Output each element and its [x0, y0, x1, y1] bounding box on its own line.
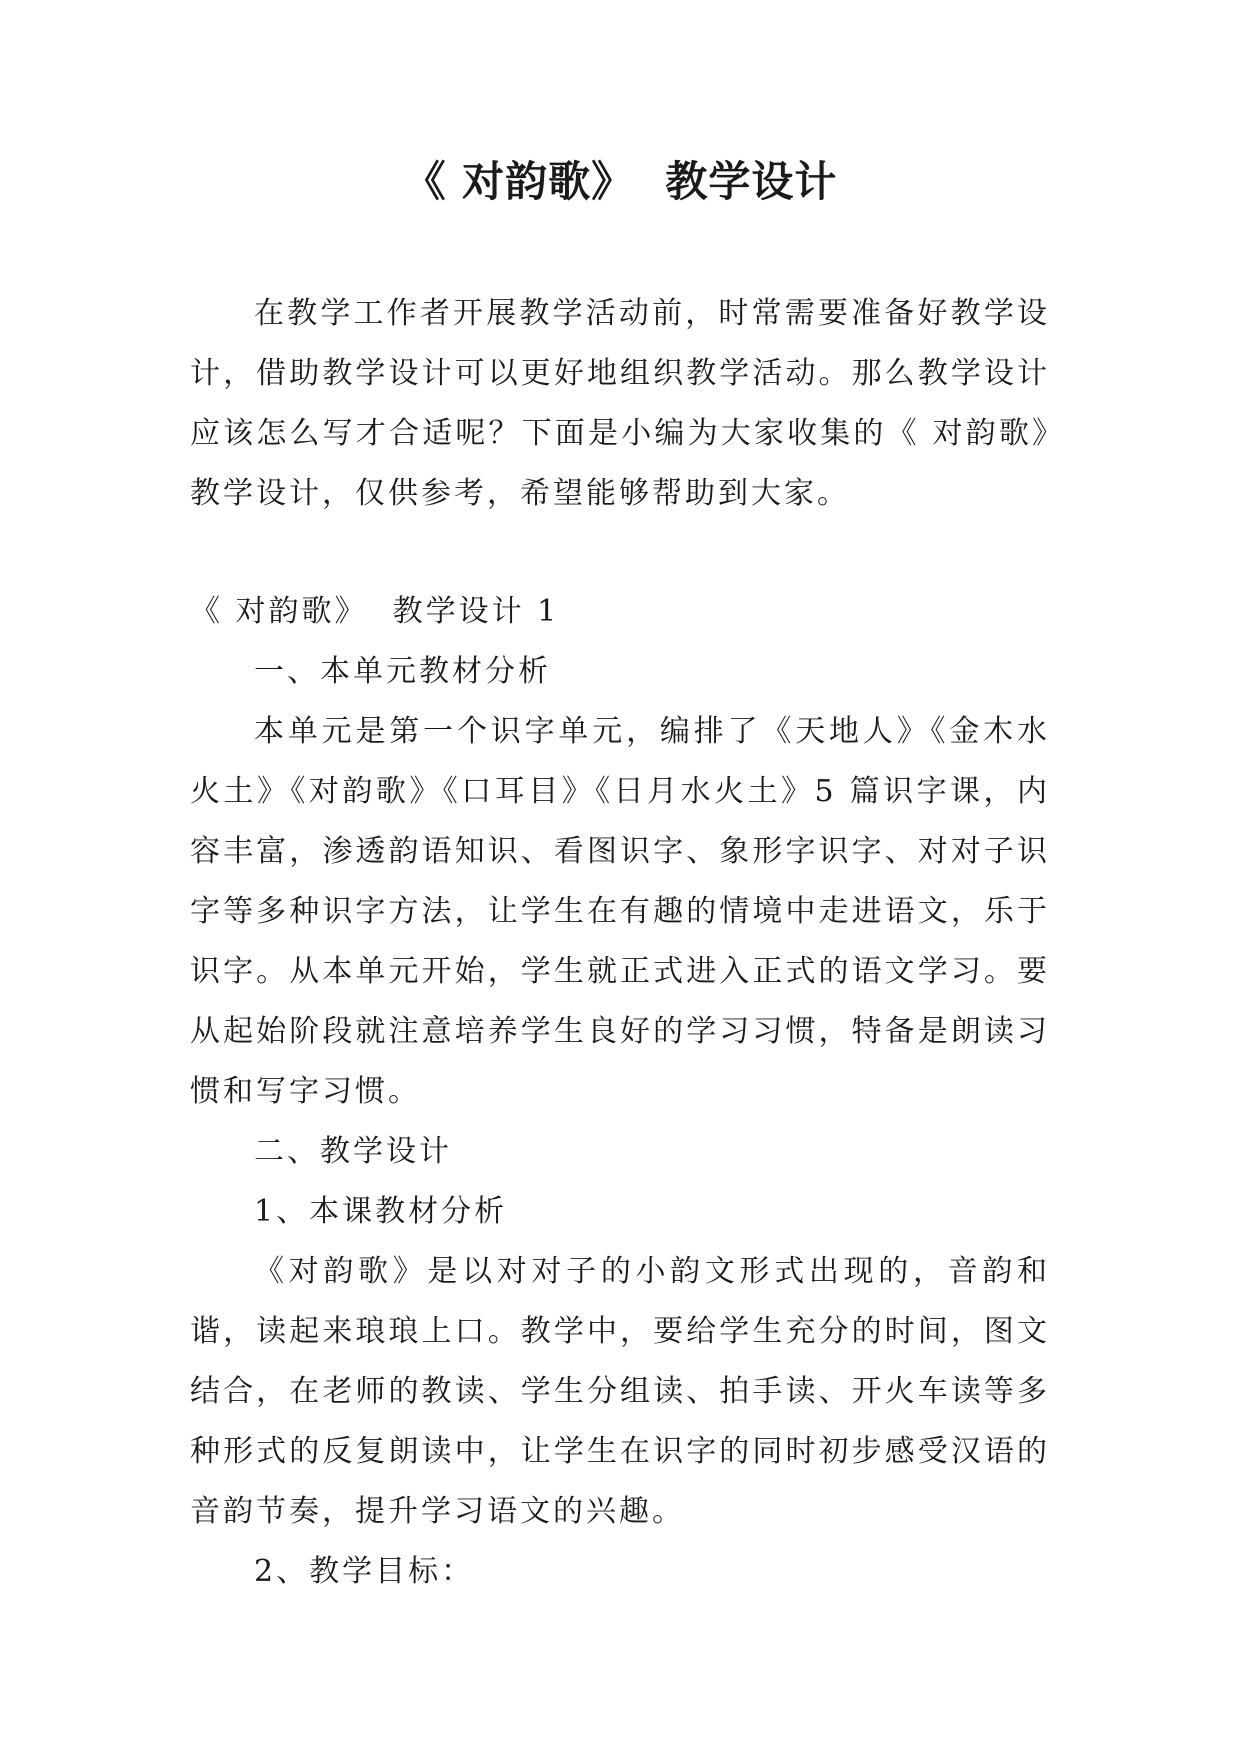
subheading-teaching-goals: 2、教学目标： [254, 1554, 475, 1589]
unit-analysis-paragraph: 本单元是第一个识字单元，编排了《天地人》《金木水火土》《对韵歌》《口耳目》《日月水火土》5 篇识字课，内容丰富，渗透韵语知识、看图识字、象形字识字、对对子识字等多种识字方法，让学生在有趣的情境中走进语文，乐于识字。从本单元开始，学生就正式进入正式的语文学习。要从起始阶段就注意培养学生良好的学习习惯，特备是朗读习惯和写字习惯。 [190, 714, 1050, 1109]
intro-paragraph: 在教学工作者开展教学活动前，时常需要准备好教学设计，借助教学设计可以更好地组织教学活动。那么教学设计应该怎么写才合适呢？下面是小编为大家收集的《 对韵歌》教学设计，仅供参考，希望能够帮助到大家。 [190, 296, 1050, 511]
document-title: 《 对韵歌》 教学设计 [403, 157, 838, 206]
subheading-lesson-analysis: 1、本课教材分析 [254, 1194, 508, 1229]
heading-teaching-design: 二、教学设计 [254, 1134, 452, 1169]
lesson-analysis-paragraph: 《对韵歌》是以对对子的小韵文形式出现的，音韵和谐，读起来琅琅上口。教学中，要给学生充分的时间，图文结合，在老师的教读、学生分组读、拍手读、开火车读等多种形式的反复朗读中，让学生在识字的同时初步感受汉语的音韵节奏，提升学习语文的兴趣。 [190, 1254, 1050, 1529]
heading-unit-analysis: 一、本单元教材分析 [254, 654, 551, 689]
section-title: 《 对韵歌》 教学设计 1 [190, 594, 560, 629]
document-body [190, 284, 1050, 1602]
